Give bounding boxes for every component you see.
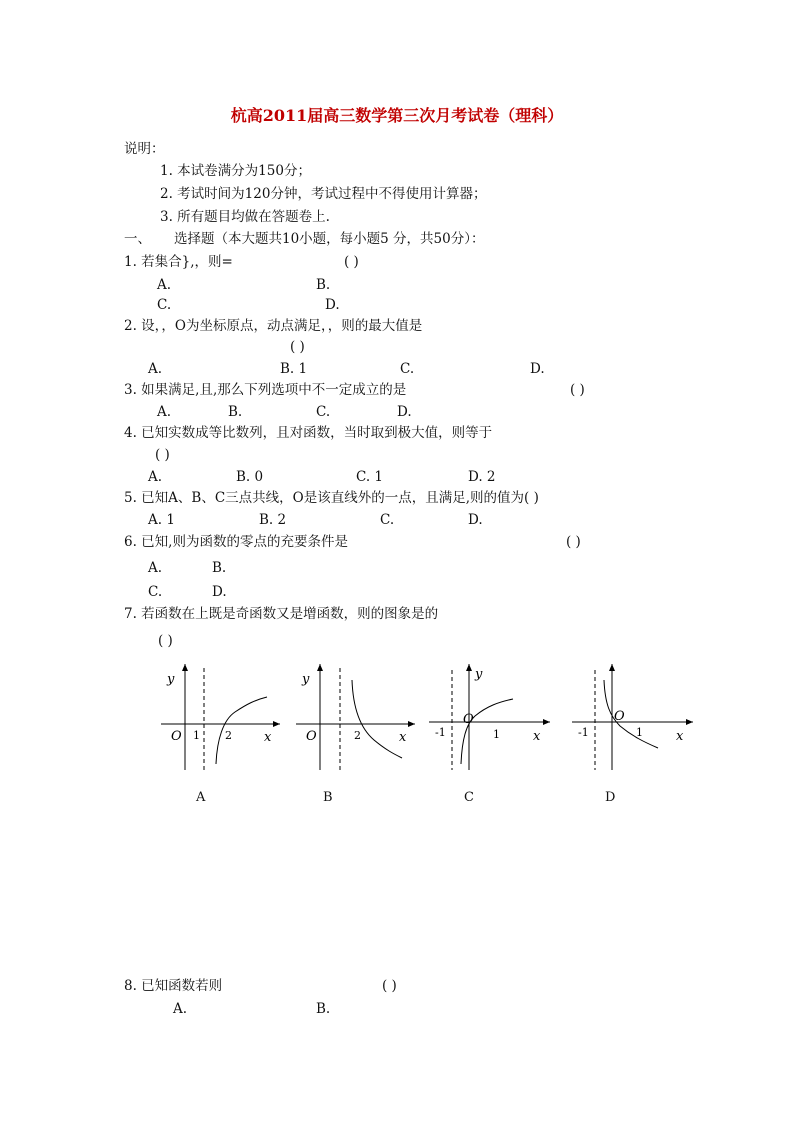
question-5-option-d: D. <box>468 512 483 528</box>
tick-label: 1 <box>193 729 200 742</box>
question-3-text: 3. 如果满足,且,那么下列选项中不一定成立的是 <box>124 382 407 398</box>
origin-label: O <box>614 709 625 724</box>
section-label: 选择题（本大题共10小题，每小题5 分，共50分）： <box>174 231 485 247</box>
question-8-answer-paren: ( ) <box>382 978 397 994</box>
graph-a-caption: A <box>196 790 206 805</box>
question-8-option-a: A. <box>173 1001 188 1017</box>
question-6-text: 6. 已知,则为函数的零点的充要条件是 <box>124 534 348 550</box>
question-4-option-c: C. 1 <box>356 469 384 485</box>
x-axis-label: x <box>399 730 407 745</box>
tick-label: -1 <box>578 726 589 739</box>
graph-d-caption: D <box>605 790 616 805</box>
origin-label: O <box>463 712 474 727</box>
exam-title: 杭高2011届高三数学第三次月考试卷（理科） <box>230 106 564 125</box>
question-1-option-c: C. <box>157 297 172 313</box>
graph-b-caption: B <box>323 790 333 805</box>
question-2-option-a: A. <box>148 361 163 377</box>
question-5-option-b: B. 2 <box>259 512 287 528</box>
x-axis-label: x <box>676 729 684 744</box>
x-axis-label: x <box>533 729 541 744</box>
graph-b <box>290 660 420 775</box>
question-1-option-d: D. <box>325 297 340 313</box>
question-6-option-b: B. <box>212 560 227 576</box>
question-2-option-b: B. 1 <box>280 361 308 377</box>
y-axis-label: y <box>475 667 483 682</box>
question-4-option-a: A. <box>148 469 163 485</box>
question-6-option-a: A. <box>148 560 163 576</box>
question-1-option-a: A. <box>157 277 172 293</box>
question-3-option-a: A. <box>157 404 172 420</box>
intro-item: 3. 所有题目均做在答题卷上. <box>160 209 330 225</box>
graph-a <box>155 660 285 775</box>
question-5-text: 5. 已知A、B、C三点共线，O是该直线外的一点，且满足,则的值为( ) <box>124 490 539 506</box>
question-5-option-c: C. <box>380 512 395 528</box>
question-5-option-a: A. 1 <box>148 512 175 528</box>
question-6-answer-paren: ( ) <box>566 534 581 550</box>
question-8-text: 8. 已知函数若则 <box>124 978 223 994</box>
section-number: 一、 <box>124 231 151 247</box>
question-3-option-c: C. <box>316 404 331 420</box>
question-1-text: 1. 若集合},，则= <box>124 254 233 270</box>
question-1-answer-paren: ( ) <box>344 254 359 270</box>
x-axis-label: x <box>264 730 272 745</box>
graph-d <box>568 660 698 775</box>
question-6-option-d: D. <box>212 584 227 600</box>
tick-label: 1 <box>493 728 500 741</box>
question-2-option-c: C. <box>400 361 415 377</box>
question-2-option-d: D. <box>530 361 545 377</box>
origin-label: O <box>171 729 182 744</box>
question-3-option-d: D. <box>397 404 412 420</box>
intro-item: 2. 考试时间为120分钟，考试过程中不得使用计算器； <box>160 186 487 202</box>
question-7-answer-paren: ( ) <box>158 633 173 649</box>
tick-label: 2 <box>225 729 232 742</box>
question-2-text: 2. 设，，O为坐标原点，动点满足，，则的最大值是 <box>124 318 423 334</box>
question-3-answer-paren: ( ) <box>570 382 585 398</box>
question-4-option-b: B. 0 <box>236 469 264 485</box>
tick-label: 2 <box>354 729 361 742</box>
intro-item: 1. 本试卷满分为150分； <box>160 163 311 179</box>
question-4-text: 4. 已知实数成等比数列，且对函数，当时取到极大值，则等于 <box>124 425 493 441</box>
question-8-option-b: B. <box>316 1001 331 1017</box>
question-2-answer-paren: ( ) <box>290 339 305 355</box>
question-3-option-b: B. <box>228 404 243 420</box>
graph-c-caption: C <box>464 790 474 805</box>
tick-label: -1 <box>435 726 446 739</box>
question-6-option-c: C. <box>148 584 163 600</box>
y-axis-label: y <box>167 672 175 687</box>
question-4-answer-paren: ( ) <box>155 447 170 463</box>
question-7-text: 7. 若函数在上既是奇函数又是增函数，则的图象是的 <box>124 606 439 622</box>
intro-heading: 说明： <box>124 141 165 157</box>
y-axis-label: y <box>302 672 310 687</box>
origin-label: O <box>306 729 317 744</box>
question-1-option-b: B. <box>316 277 331 293</box>
question-4-option-d: D. 2 <box>468 469 496 485</box>
tick-label: 1 <box>636 726 643 739</box>
graph-c <box>425 660 555 775</box>
